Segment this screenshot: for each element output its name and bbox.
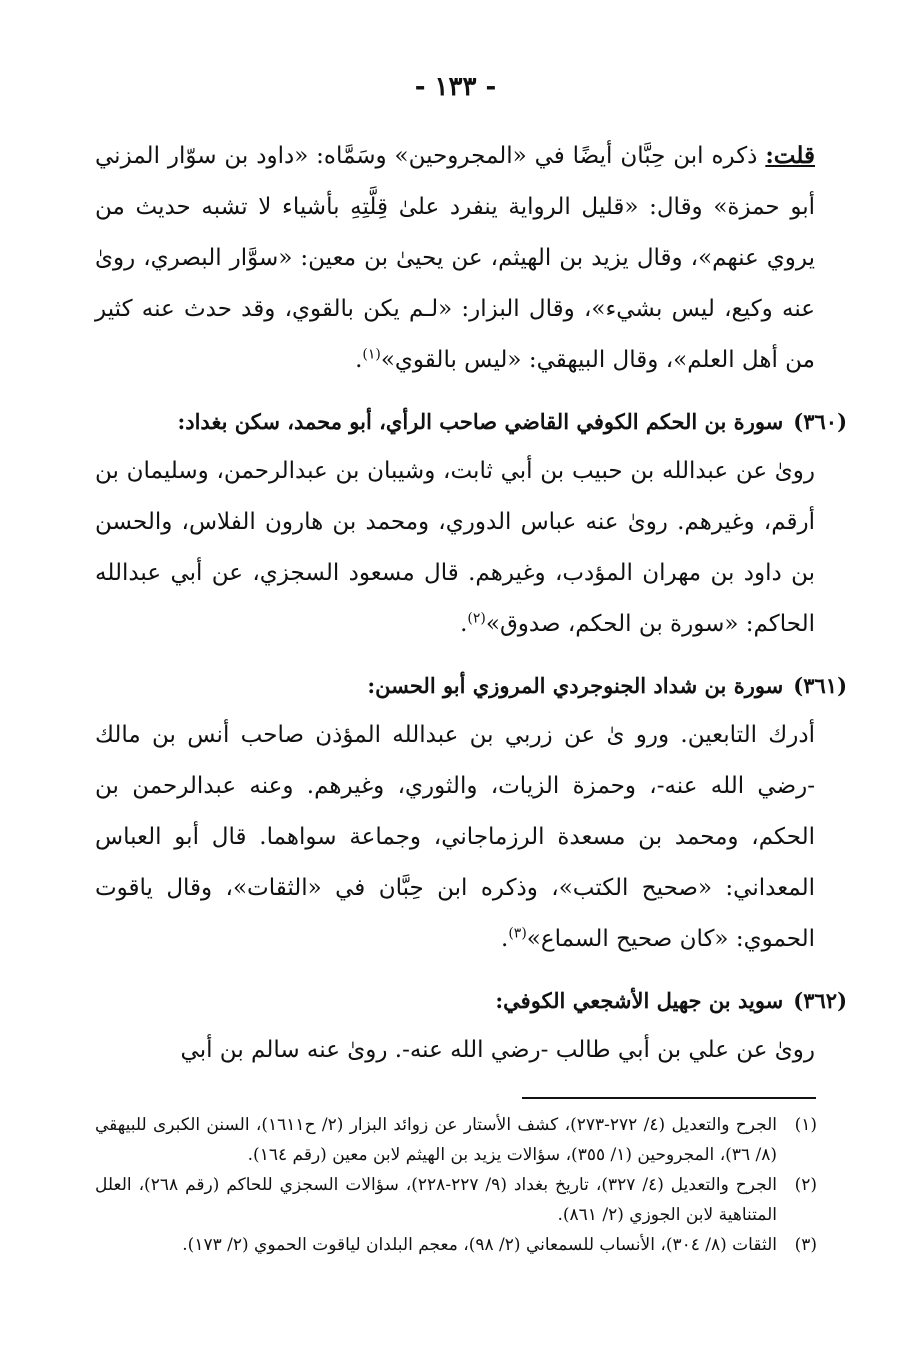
entry-title: سورة بن الحكم الكوفي القاضي صاحب الرأي، أبو محمد، سكن بغداد: bbox=[177, 409, 784, 434]
entry-body bbox=[95, 710, 815, 965]
entry-body bbox=[95, 446, 815, 650]
qult-label: قلت: bbox=[765, 142, 815, 169]
footnote-number: (٣) bbox=[794, 1235, 817, 1255]
entry-end: . bbox=[460, 611, 468, 637]
footnote-number: (٢) bbox=[794, 1175, 817, 1195]
entry-heading bbox=[127, 666, 847, 706]
entry-text: أدرك التابعين. ورو ىٰ عن زربي بن عبدالله المؤذن صاحب أنس بن مالك -رضي الله عنه-، وحمزة الزيات، والثوري، وغيرهم. وعنه عبدالرحمن بن الحكم، ومحمد بن مسعدة الرزماجاني، وجماعة سواهما. قال أبو العباس المعداني: «صحيح الكتب»، وذكره ابن حِبَّان في «الثقات»، وقال ياقوت الحموي: «كان صحيح السماع» bbox=[95, 722, 815, 952]
entry-body bbox=[95, 1025, 815, 1076]
entry-text: روىٰ عن علي بن أبي طالب -رضي الله عنه-. روىٰ عنه سالم بن أبي bbox=[180, 1037, 815, 1063]
intro-text: ذكره ابن حِبَّان أيضًا في «المجروحين» وسَمَّاه: «داود بن سوّار المزني أبو حمزة» وقال: «قليل الرواية ينفرد علىٰ قِلَّتِهِ بأشياء لا تشبه حديث من يروي عنهم»، وقال يزيد بن الهيثم، عن يحيىٰ بن معين: «سوَّار البصري، روىٰ عنه وكيع، ليس بشيء»، وقال البزار: «لـم يكن بالقوي، وقد حدث عنه كثير من أهل العلم»، وقال البيهقي: «ليس بالقوي» bbox=[95, 143, 815, 373]
footnote-number: (١) bbox=[794, 1115, 817, 1135]
footnote-text: الثقات (٨/ ٣٠٤)، الأنساب للسمعاني (٢/ ٩٨)، معجم البلدان لياقوت الحموي (٢/ ١٧٣). bbox=[182, 1235, 777, 1255]
entry-number: (٣٦٢) bbox=[793, 988, 847, 1013]
entry-number: (٣٦١) bbox=[793, 673, 847, 698]
entry-number: (٣٦٠) bbox=[793, 409, 847, 434]
entry-heading bbox=[127, 981, 847, 1021]
entry-end: . bbox=[501, 926, 509, 952]
footnotes bbox=[95, 1110, 817, 1260]
intro-end: . bbox=[355, 347, 363, 373]
entry-360 bbox=[95, 402, 847, 650]
footnote-item bbox=[95, 1170, 817, 1230]
page-number: - ١٣٣ - bbox=[414, 72, 497, 102]
entry-heading bbox=[127, 402, 847, 442]
entry-title: سويد بن جهيل الأشجعي الكوفي: bbox=[495, 988, 784, 1013]
entry-text: روىٰ عن عبدالله بن حبيب بن أبي ثابت، وشيبان بن عبدالرحمن، وسليمان بن أرقم، وغيرهم. روىٰ عنه عباس الدوري، ومحمد بن هارون الفلاس، والحسن بن داود بن مهران المؤدب، وغيرهم. قال مسعود السجزي، عن أبي عبدالله الحاكم: «سورة بن الحكم، صدوق» bbox=[95, 458, 815, 637]
footnote-separator bbox=[522, 1097, 816, 1099]
footnote-item bbox=[95, 1230, 817, 1260]
footnote-ref[interactable]: (١) bbox=[362, 346, 381, 363]
footnote-ref[interactable]: (٢) bbox=[467, 610, 486, 627]
entry-361 bbox=[95, 666, 847, 965]
main-text bbox=[95, 130, 847, 1076]
entry-362 bbox=[95, 981, 847, 1076]
entry-title: سورة بن شداد الجنوجردي المروزي أبو الحسن: bbox=[367, 673, 784, 698]
intro-paragraph bbox=[95, 130, 815, 386]
footnote-text: الجرح والتعديل (٤/ ٢٧٢-٢٧٣)، كشف الأستار عن زوائد البزار (٢/ ح١٦١١)، السنن الكبرى للبيهقي (٨/ ٣٦)، المجروحين (١/ ٣٥٥)، سؤالات يزيد بن الهيثم لابن معين (رقم ١٦٤). bbox=[95, 1115, 777, 1165]
footnote-text: الجرح والتعديل (٤/ ٣٢٧)، تاريخ بغداد (٩/ ٢٢٧-٢٢٨)، سؤالات السجزي للحاكم (رقم ٢٦٨)، العلل المتناهية لابن الجوزي (٢/ ٨٦١). bbox=[95, 1175, 777, 1225]
footnote-ref[interactable]: (٣) bbox=[508, 925, 527, 942]
footnote-item bbox=[95, 1110, 817, 1170]
